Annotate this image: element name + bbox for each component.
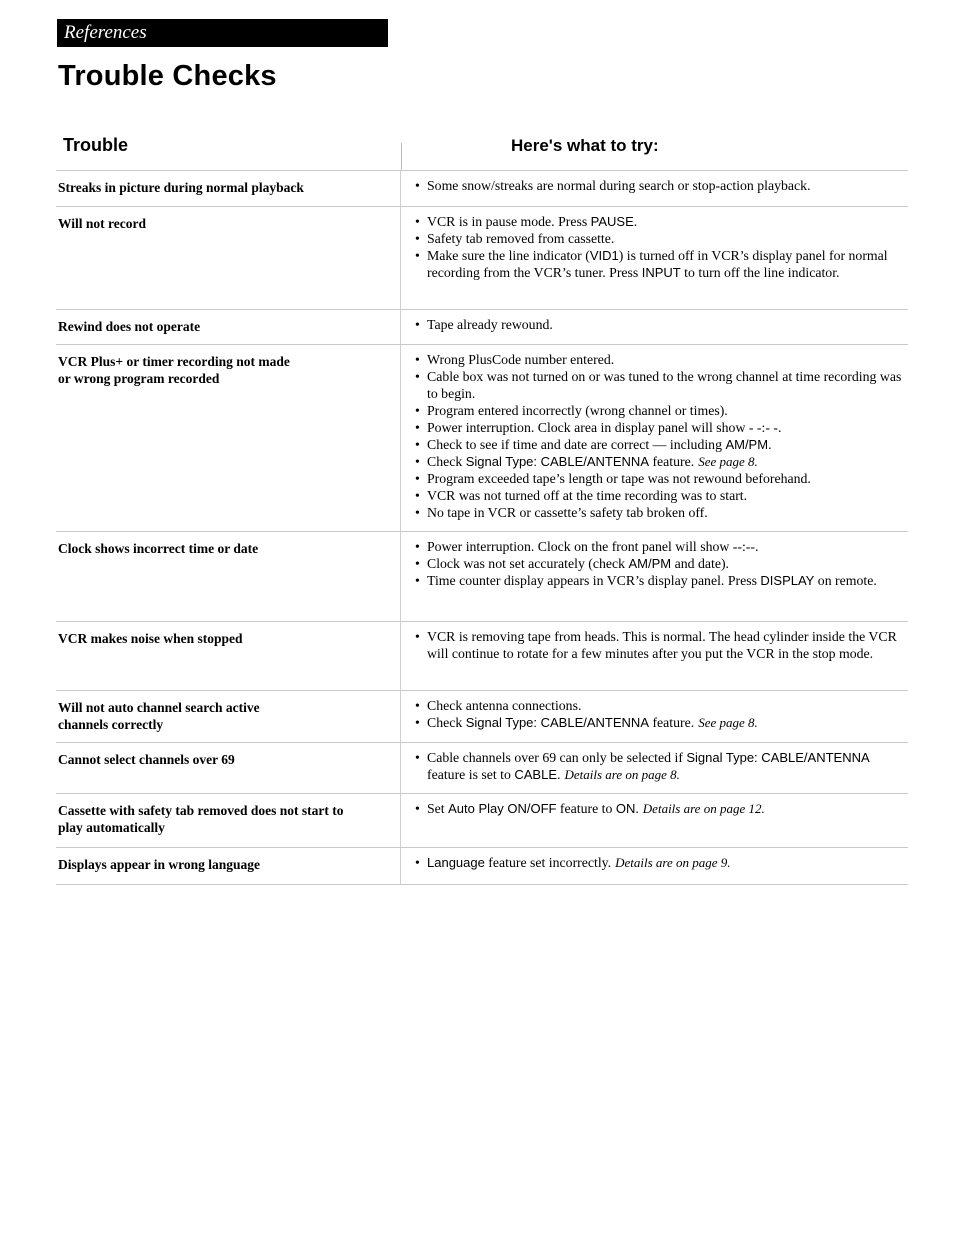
- solution-item: [415, 538, 908, 555]
- control-name: AM/PM: [628, 556, 672, 571]
- solution-cell: [401, 532, 908, 621]
- table-row: [56, 690, 908, 742]
- solution-text: and date).: [671, 556, 729, 571]
- trouble-text: channels correctly: [58, 717, 164, 732]
- trouble-text: VCR Plus+ or timer recording not made: [58, 354, 290, 369]
- solution-text: Check: [427, 715, 466, 730]
- trouble-text: Will not auto channel search active: [58, 700, 260, 715]
- solution-text: .: [557, 767, 561, 782]
- trouble-cell: [56, 207, 401, 309]
- solution-item: [415, 749, 908, 783]
- control-name: AM/PM: [725, 437, 769, 452]
- control-name: PAUSE: [590, 214, 634, 229]
- solution-item: [415, 436, 908, 453]
- table-row: [56, 531, 908, 621]
- trouble-cell: [56, 743, 401, 793]
- page-reference: See page 8.: [698, 454, 758, 469]
- trouble-cell: [56, 848, 401, 884]
- solution-text: No tape in VCR or cassette’s safety tab broken off.: [427, 505, 708, 520]
- trouble-cell: [56, 345, 401, 531]
- solution-item: [415, 247, 908, 281]
- trouble-text: Cassette with safety tab removed does not start to: [58, 803, 344, 818]
- solution-item: [415, 714, 908, 731]
- solution-text: Check: [427, 454, 466, 469]
- solution-item: [415, 316, 908, 333]
- solution-cell: [401, 848, 908, 884]
- page-reference: See page 8.: [698, 715, 758, 730]
- solution-text: Cable box was not turned on or was tuned to the wrong channel at time recording was to begin.: [427, 369, 902, 401]
- solution-cell: [401, 622, 908, 690]
- table-row: [56, 847, 908, 885]
- solution-item: [415, 351, 908, 368]
- control-name: INPUT: [641, 265, 681, 280]
- solution-text: Make sure the line indicator (: [427, 248, 590, 263]
- solution-text: Set: [427, 801, 449, 816]
- trouble-text: or wrong program recorded: [58, 371, 220, 386]
- control-name: Auto Play ON/OFF: [448, 801, 557, 816]
- trouble-text: play automatically: [58, 820, 165, 835]
- table-row: [56, 742, 908, 793]
- trouble-cell: [56, 794, 401, 847]
- solution-text: .: [633, 214, 638, 229]
- solution-text: Clock was not set accurately (check: [427, 556, 629, 571]
- solution-cell: [401, 171, 908, 206]
- table-row: [56, 170, 908, 206]
- control-name: Signal Type: CABLE/ANTENNA: [465, 715, 649, 730]
- control-name: Signal Type: CABLE/ANTENNA: [465, 454, 649, 469]
- solution-item: [415, 230, 908, 247]
- solution-text: Program exceeded tape’s length or tape was not rewound beforehand.: [427, 471, 811, 486]
- control-name: DISPLAY: [760, 573, 815, 588]
- solution-item: [415, 470, 908, 487]
- page-reference: Details are on page 12.: [642, 801, 765, 816]
- solution-text: ) is turned off in VCR’s display panel for normal recording from the VCR’s tuner. Press: [427, 248, 888, 280]
- solution-cell: [401, 691, 908, 742]
- section-header: References: [57, 19, 388, 47]
- trouble-text: Displays appear in wrong language: [58, 857, 261, 872]
- solution-item: [415, 453, 908, 470]
- solution-item: [415, 402, 908, 419]
- solution-text: to turn off the line indicator.: [680, 265, 840, 280]
- solution-item: [415, 572, 908, 589]
- solution-cell: [401, 743, 908, 793]
- page-reference: Details are on page 8.: [564, 767, 680, 782]
- trouble-cell: [56, 691, 401, 742]
- solution-text: on remote.: [814, 573, 877, 588]
- solution-item: [415, 854, 908, 871]
- solution-cell: [401, 310, 908, 344]
- trouble-text: VCR makes noise when stopped: [58, 631, 243, 646]
- trouble-text: Rewind does not operate: [58, 319, 201, 334]
- control-name: ON: [615, 801, 636, 816]
- solution-text: VCR is removing tape from heads. This is normal. The head cylinder inside the VCR will continue to rotate for a few minutes after you put the VCR in the stop mode.: [427, 629, 897, 661]
- table-row: [56, 793, 908, 847]
- solution-cell: [401, 207, 908, 309]
- column-header-solutions: Here's what to try:: [511, 136, 659, 155]
- table-row: [56, 206, 908, 309]
- solution-text: Program entered incorrectly (wrong channel or times).: [427, 403, 728, 418]
- solution-text: .: [768, 437, 772, 452]
- solution-text: feature set incorrectly.: [484, 855, 612, 870]
- solution-text: Tape already rewound.: [427, 317, 553, 332]
- solution-text: feature.: [649, 454, 695, 469]
- trouble-text: Cannot select channels over 69: [58, 752, 235, 767]
- control-name: Language: [427, 855, 485, 870]
- solution-text: Power interruption. Clock area in display panel will show - -:- -.: [427, 420, 782, 435]
- solution-cell: [401, 345, 908, 531]
- table-row: [56, 309, 908, 344]
- table-row: [56, 621, 908, 690]
- control-name: VID1: [589, 248, 619, 263]
- solution-text: VCR is in pause mode. Press: [427, 214, 591, 229]
- solution-item: [415, 800, 908, 817]
- solution-item: [415, 487, 908, 504]
- solution-text: Some snow/streaks are normal during search or stop-action playback.: [427, 178, 811, 193]
- solution-text: feature.: [649, 715, 695, 730]
- trouble-cell: [56, 622, 401, 690]
- solution-text: Check to see if time and date are correct — including: [427, 437, 726, 452]
- solution-item: [415, 628, 908, 662]
- control-name: Signal Type: CABLE/ANTENNA: [686, 750, 870, 765]
- solution-item: [415, 368, 908, 402]
- solution-text: VCR was not turned off at the time recording was to start.: [427, 488, 748, 503]
- trouble-cell: [56, 171, 401, 206]
- trouble-text: Will not record: [58, 216, 146, 231]
- solution-text: Wrong PlusCode number entered.: [427, 352, 615, 367]
- solution-item: [415, 697, 908, 714]
- solution-text: feature to: [556, 801, 616, 816]
- solution-item: [415, 419, 908, 436]
- column-divider: [401, 143, 402, 170]
- solution-item: [415, 555, 908, 572]
- solution-item: [415, 177, 908, 194]
- control-name: CABLE: [514, 767, 557, 782]
- solution-text: Time counter display appears in VCR’s display panel. Press: [427, 573, 761, 588]
- solution-item: [415, 213, 908, 230]
- trouble-text: Streaks in picture during normal playback: [58, 180, 304, 195]
- page-reference: Details are on page 9.: [615, 855, 731, 870]
- solution-text: Power interruption. Clock on the front panel will show --:--.: [427, 539, 759, 554]
- trouble-table: [56, 170, 908, 885]
- column-header-trouble: Trouble: [63, 135, 129, 155]
- solution-text: .: [635, 801, 639, 816]
- table-row: [56, 344, 908, 531]
- trouble-cell: [56, 532, 401, 621]
- solution-item: [415, 504, 908, 521]
- page-title: Trouble Checks: [58, 60, 277, 92]
- solution-text: Cable channels over 69 can only be selected if: [427, 750, 687, 765]
- solution-cell: [401, 794, 908, 847]
- solution-text: Check antenna connections.: [427, 698, 582, 713]
- trouble-cell: [56, 310, 401, 344]
- trouble-text: Clock shows incorrect time or date: [58, 541, 259, 556]
- solution-text: feature is set to: [427, 767, 515, 782]
- solution-text: Safety tab removed from cassette.: [427, 231, 615, 246]
